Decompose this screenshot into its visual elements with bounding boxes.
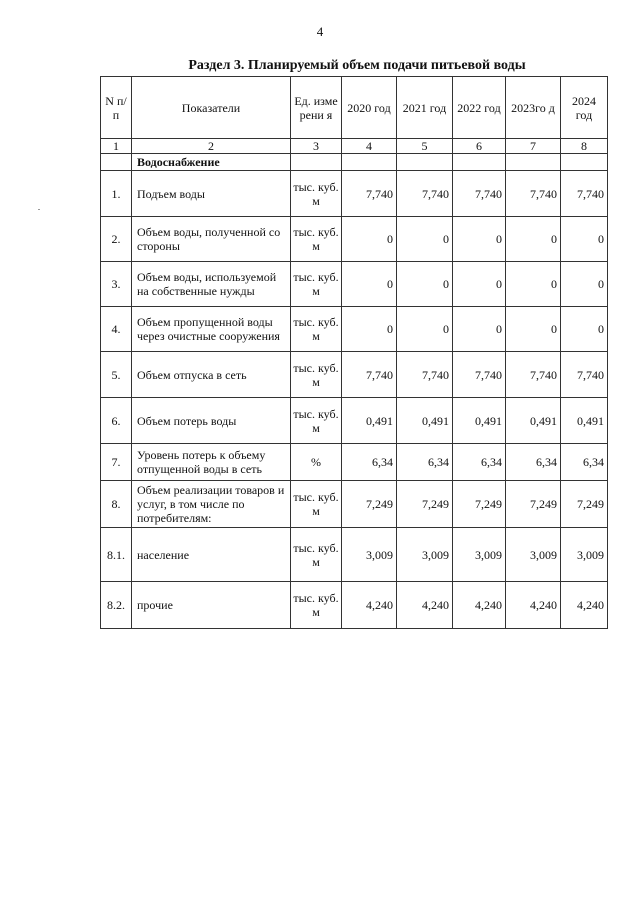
row-value: 6,34 [397,444,453,481]
row-number: 5. [101,352,132,398]
row-value: 0 [506,262,561,307]
header-unit: Ед. изме рени я [291,77,342,139]
row-indicator: прочие [132,582,291,629]
row-indicator: Подъем воды [132,171,291,217]
row-value: 7,740 [397,171,453,217]
row-value: 0,491 [506,398,561,444]
scan-speck [38,209,40,210]
table-row [101,398,608,444]
header-year-2022: 2022 год [453,77,506,139]
row-value: 0 [453,262,506,307]
row-number: 4. [101,307,132,352]
empty-cell [506,154,561,171]
row-unit: тыс. куб. м [291,307,342,352]
row-indicator: Объем реализации товаров и услуг, в том числе по потребителям: [132,481,291,528]
row-value: 3,009 [506,528,561,582]
section-row [101,154,608,171]
page-number: 4 [316,24,324,39]
empty-cell [397,154,453,171]
table-row [101,307,608,352]
empty-cell [453,154,506,171]
row-value: 0 [453,307,506,352]
column-number: 2 [132,139,291,154]
row-value: 7,740 [506,171,561,217]
row-number: 8.1. [101,528,132,582]
row-value: 7,249 [506,481,561,528]
row-value: 7,740 [453,171,506,217]
header-num: N п/п [101,77,132,139]
row-indicator: Уровень потерь к объему отпущенной воды в сеть [132,444,291,481]
row-value: 0 [561,262,608,307]
table-row [101,582,608,629]
row-value: 4,240 [561,582,608,629]
column-number: 5 [397,139,453,154]
row-value: 7,740 [397,352,453,398]
row-value: 7,249 [397,481,453,528]
section-label: Водоснабжение [132,154,291,171]
row-unit: тыс. куб. м [291,217,342,262]
row-unit: тыс. куб. м [291,582,342,629]
table-row [101,352,608,398]
header-year-2020: 2020 год [342,77,397,139]
table-row [101,444,608,481]
column-number: 6 [453,139,506,154]
header-year-2021: 2021 год [397,77,453,139]
row-unit: тыс. куб. м [291,398,342,444]
water-supply-table [100,76,608,629]
row-value: 4,240 [506,582,561,629]
table-row [101,217,608,262]
row-value: 6,34 [342,444,397,481]
empty-cell [291,154,342,171]
row-number: 8. [101,481,132,528]
table-row [101,262,608,307]
row-value: 0 [342,217,397,262]
section-title: Раздел 3. Планируемый объем подачи питьевой воды [188,58,526,73]
row-value: 3,009 [453,528,506,582]
row-indicator: Объем отпуска в сеть [132,352,291,398]
row-indicator: Объем воды, используемой на собственные нужды [132,262,291,307]
row-value: 0 [397,307,453,352]
row-value: 3,009 [561,528,608,582]
row-value: 7,740 [561,171,608,217]
table-row [101,528,608,582]
column-number: 1 [101,139,132,154]
row-value: 6,34 [561,444,608,481]
row-unit: тыс. куб. м [291,262,342,307]
row-value: 4,240 [342,582,397,629]
row-value: 0 [561,217,608,262]
table-row [101,171,608,217]
row-value: 3,009 [397,528,453,582]
row-value: 6,34 [453,444,506,481]
row-unit: тыс. куб. м [291,171,342,217]
row-value: 0 [561,307,608,352]
row-value: 7,249 [561,481,608,528]
row-value: 7,249 [453,481,506,528]
row-value: 7,740 [506,352,561,398]
row-unit: тыс. куб. м [291,352,342,398]
row-number: 1. [101,171,132,217]
column-number: 7 [506,139,561,154]
row-value: 0 [342,262,397,307]
row-unit: % [291,444,342,481]
row-number: 6. [101,398,132,444]
header-row [101,77,608,139]
row-indicator: Объем пропущенной воды через очистные сооружения [132,307,291,352]
column-number-row [101,139,608,154]
empty-cell [561,154,608,171]
row-value: 0 [397,217,453,262]
column-number: 3 [291,139,342,154]
row-value: 0 [506,217,561,262]
row-value: 7,249 [342,481,397,528]
row-value: 0,491 [561,398,608,444]
row-value: 7,740 [561,352,608,398]
row-value: 0,491 [342,398,397,444]
row-unit: тыс. куб. м [291,528,342,582]
row-indicator: Объем потерь воды [132,398,291,444]
row-unit: тыс. куб. м [291,481,342,528]
header-year-2023: 2023го д [506,77,561,139]
empty-cell [342,154,397,171]
row-value: 7,740 [453,352,506,398]
row-value: 6,34 [506,444,561,481]
row-number: 3. [101,262,132,307]
row-value: 0 [397,262,453,307]
row-indicator: население [132,528,291,582]
row-number: 8.2. [101,582,132,629]
row-value: 0 [453,217,506,262]
column-number: 4 [342,139,397,154]
row-value: 7,740 [342,171,397,217]
row-value: 4,240 [453,582,506,629]
column-number: 8 [561,139,608,154]
header-year-2024: 2024 год [561,77,608,139]
row-value: 0,491 [453,398,506,444]
row-value: 7,740 [342,352,397,398]
row-value: 0 [342,307,397,352]
row-value: 0 [506,307,561,352]
row-indicator: Объем воды, полученной со стороны [132,217,291,262]
table-row [101,481,608,528]
row-value: 0,491 [397,398,453,444]
row-number: 2. [101,217,132,262]
header-indicator: Показатели [132,77,291,139]
empty-cell [101,154,132,171]
row-number: 7. [101,444,132,481]
row-value: 4,240 [397,582,453,629]
row-value: 3,009 [342,528,397,582]
